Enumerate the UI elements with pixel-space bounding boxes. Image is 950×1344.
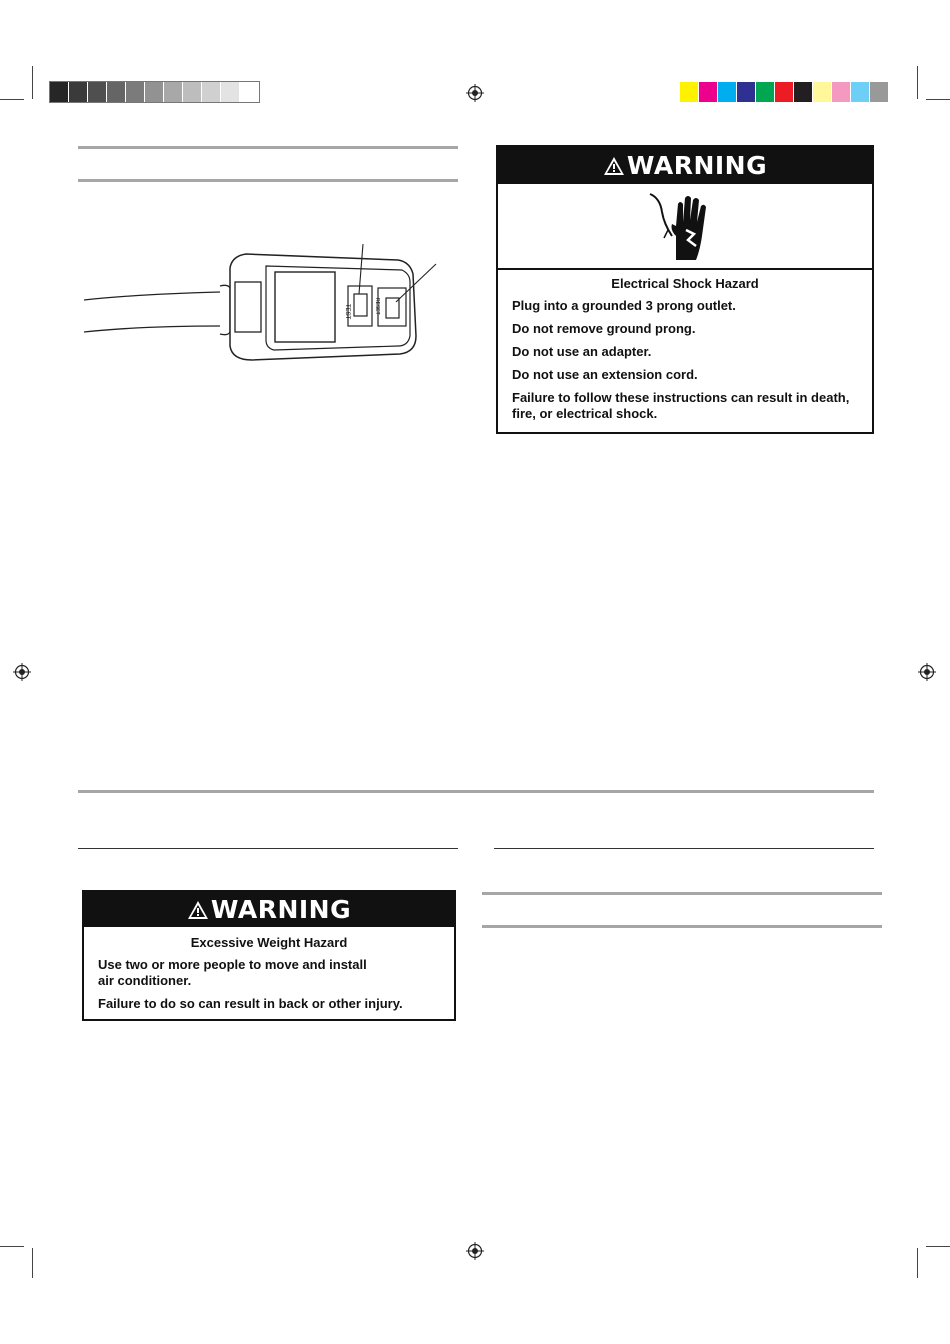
warning-line: air conditioner. [98,973,192,988]
excessive-weight-warning [82,890,456,1021]
warning-line: Use two or more people to move and install [98,957,367,972]
registration-mark-icon [466,84,484,102]
section-rule [482,892,882,895]
reset-button-label: RESET [374,298,380,315]
color-swatch [756,82,775,102]
hazard-title: Excessive Weight Hazard [190,935,348,950]
color-swatch [221,82,240,102]
color-swatch [126,82,145,102]
color-swatch [813,82,832,102]
warning-line: Do not use an adapter. [512,344,652,359]
section-rule [78,146,458,149]
crop-mark [926,1246,950,1247]
registration-mark-icon [918,663,936,681]
crop-mark [32,66,33,99]
power-plug-illustration [80,240,450,370]
warning-triangle-icon [187,899,209,921]
color-swatch [775,82,794,102]
section-rule [78,790,874,793]
color-calibration-bar [680,82,889,102]
color-swatch [870,82,889,102]
electrical-shock-hand-icon [646,190,716,262]
crop-mark [32,1248,33,1278]
color-swatch [164,82,183,102]
warning-line: fire, or electrical shock. [512,406,658,421]
color-swatch [50,82,69,102]
hazard-title: Electrical Shock Hazard [611,276,759,291]
color-swatch [718,82,737,102]
section-rule [78,179,458,182]
color-swatch [107,82,126,102]
section-rule [482,925,882,928]
color-swatch [240,82,259,102]
warning-triangle-icon [603,155,625,177]
color-swatch [202,82,221,102]
electrical-shock-warning [496,145,874,434]
shock-icon-area [498,184,872,270]
registration-mark-icon [13,663,31,681]
color-swatch [737,82,756,102]
color-swatch [69,82,88,102]
warning-title: WARNING [210,895,352,924]
color-swatch [145,82,164,102]
crop-mark [0,99,24,100]
test-button-label: TEST [344,304,350,320]
crop-mark [926,99,950,100]
warning-line: Failure to do so can result in back or other injury. [98,996,403,1011]
warning-line: Failure to follow these instructions can result in death, [512,390,850,405]
warning-title: WARNING [626,151,768,180]
subsection-rule [78,848,458,849]
crop-mark [917,66,918,99]
warning-header [84,892,454,927]
color-swatch [88,82,107,102]
warning-header [498,147,872,184]
color-swatch [832,82,851,102]
warning-line: Plug into a grounded 3 prong outlet. [512,298,736,313]
color-swatch [794,82,813,102]
registration-mark-icon [466,1242,484,1260]
color-swatch [851,82,870,102]
warning-line: Do not remove ground prong. [512,321,696,336]
warning-line: Do not use an extension cord. [512,367,698,382]
color-swatch [699,82,718,102]
crop-mark [917,1248,918,1278]
subsection-rule [494,848,874,849]
color-swatch [680,82,699,102]
color-swatch [183,82,202,102]
grayscale-bar [50,82,259,102]
crop-mark [0,1246,24,1247]
